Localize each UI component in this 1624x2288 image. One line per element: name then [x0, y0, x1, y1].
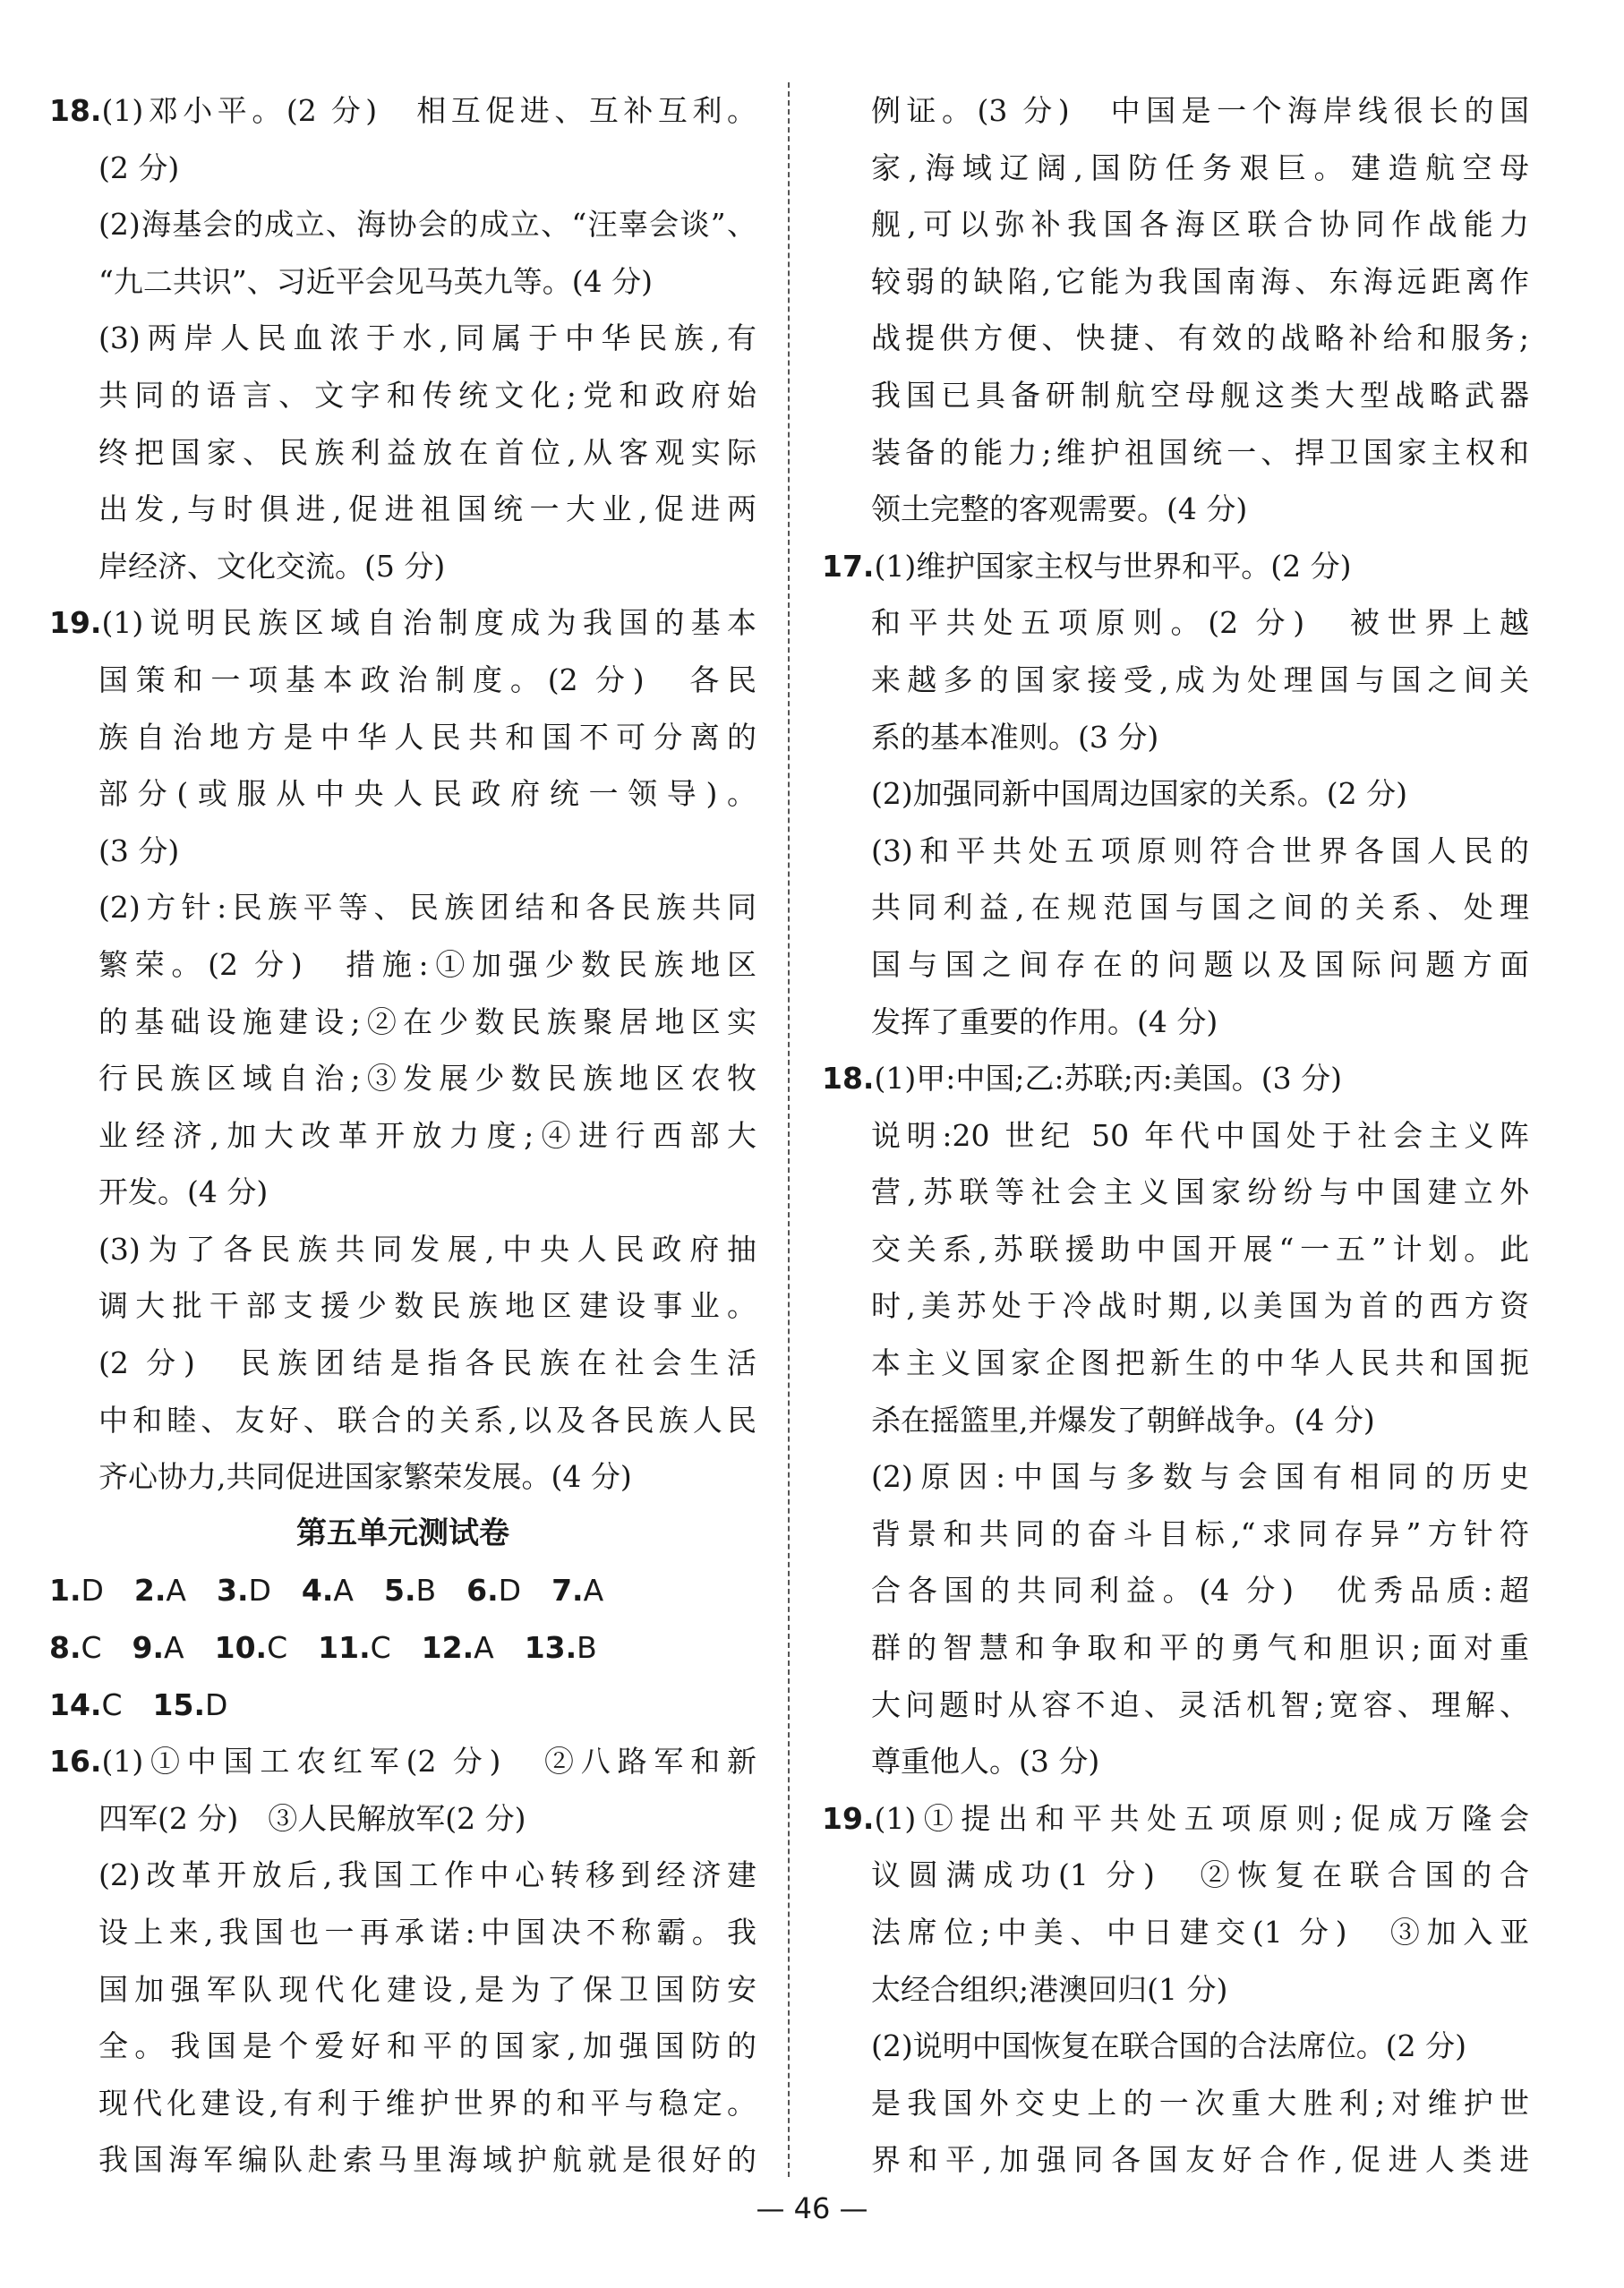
answer-line	[49, 1050, 756, 1107]
line-text: (2)海基会的成立、海协会的成立、“汪辜会谈”、	[98, 207, 756, 243]
answer-line	[822, 936, 1529, 994]
answer-line	[49, 2018, 756, 2075]
line-text: (1)①提出和平共处五项原则;促成万隆会	[874, 1800, 1529, 1836]
answer-key-item	[134, 1562, 186, 1619]
line-text: (1)甲:中国;乙:苏联;丙:美国。(3 分)	[874, 1061, 1343, 1097]
question-number: 17.	[822, 548, 875, 584]
answer-line	[822, 367, 1529, 424]
answer-line	[49, 140, 756, 197]
answer-line	[822, 1904, 1529, 1961]
line-text: 全。我国是个爱好和平的国家,加强国防的	[98, 2028, 756, 2064]
line-text: (2)加强同新中国周边国家的关系。(2 分)	[871, 776, 1407, 812]
line-text: 舰,可以弥补我国各海区联合协同作战能力	[871, 207, 1529, 243]
line-text: 杀在摇篮里,并爆发了朝鲜战争。(4 分)	[871, 1402, 1375, 1438]
line-text: 合各国的共同利益。(4 分) 优秀品质:超	[871, 1573, 1529, 1609]
question-number: 18.	[822, 1061, 875, 1097]
answer-line	[822, 652, 1529, 709]
answer-line	[49, 538, 756, 595]
line-text: (2)说明中国恢复在联合国的合法席位。(2 分)	[871, 2028, 1466, 2064]
answer-line	[49, 424, 756, 482]
answer-line	[822, 1335, 1529, 1392]
line-text: 共同利益,在规范国与国之间的关系、处理	[871, 890, 1529, 926]
question-line	[822, 1790, 1529, 1848]
answer-key-choice: A	[583, 1573, 604, 1609]
question-line	[49, 82, 756, 140]
answer-key-choice: A	[164, 1630, 184, 1666]
answer-line	[49, 2131, 756, 2189]
line-text: (2)方针:民族平等、民族团结和各民族共同	[98, 890, 756, 926]
answer-line	[822, 310, 1529, 367]
question-number: 16.	[49, 1744, 102, 1780]
line-text: 出发,与时俱进,促进祖国统一大业,促进两	[98, 491, 756, 527]
answer-key-item	[551, 1562, 603, 1619]
line-text: (2)改革开放后,我国工作中心转移到经济建	[98, 1857, 756, 1893]
answer-key-choice: B	[577, 1630, 597, 1666]
answer-line	[49, 1961, 756, 2019]
answer-line	[822, 709, 1529, 766]
line-text: (1)邓小平。(2 分) 相互促进、互补互利。	[101, 93, 756, 128]
answer-key-item	[215, 1619, 288, 1677]
answer-line	[822, 1277, 1529, 1335]
answer-line	[822, 140, 1529, 197]
answer-line	[49, 1277, 756, 1335]
answer-line	[822, 1562, 1529, 1619]
line-text: 业经济,加大改革开放力度;④进行西部大	[98, 1117, 756, 1153]
answer-key-choice: B	[415, 1573, 437, 1609]
line-text: 来越多的国家接受,成为处理国与国之间关	[871, 662, 1529, 697]
line-text: 家,海域辽阔,国防任务艰巨。建造航空母	[871, 149, 1529, 185]
left-column	[49, 82, 756, 2189]
answer-line	[49, 196, 756, 253]
line-text: 本主义国家企图把新生的中华人民共和国扼	[871, 1345, 1529, 1381]
answer-key-number: 7.	[551, 1573, 584, 1609]
answer-line	[49, 2075, 756, 2132]
answer-line	[822, 481, 1529, 538]
answer-line	[822, 2075, 1529, 2132]
answer-line	[822, 253, 1529, 311]
answer-key-item	[49, 1619, 102, 1677]
answer-key-choice: D	[498, 1573, 522, 1609]
line-text: 营,苏联等社会主义国家纷纷与中国建立外	[871, 1174, 1529, 1210]
line-text: (3 分)	[98, 832, 180, 868]
answer-key-number: 11.	[318, 1630, 371, 1666]
line-text: 群的智慧和争取和平的勇气和胆识;面对重	[871, 1630, 1529, 1666]
question-number: 18.	[49, 93, 102, 128]
answer-line	[49, 936, 756, 994]
page-number: — 46 —	[756, 2191, 868, 2225]
answer-key-choice: C	[81, 1630, 102, 1666]
line-text: (3)为了各民族共同发展,中央人民政府抽	[98, 1231, 756, 1267]
line-text: 大问题时从容不迫、灵活机智;宽容、理解、	[871, 1686, 1529, 1722]
answer-key-choice: D	[248, 1573, 271, 1609]
column-divider	[788, 82, 790, 2177]
answer-line	[822, 765, 1529, 823]
line-text: 齐心协力,共同促进国家繁荣发展。(4 分)	[98, 1459, 632, 1495]
line-text: 共同的语言、文字和传统文化;党和政府始	[98, 377, 756, 413]
answer-line	[49, 367, 756, 424]
answer-line	[49, 1847, 756, 1904]
answer-key-number: 4.	[301, 1573, 334, 1609]
line-text: 领土完整的客观需要。(4 分)	[871, 491, 1248, 527]
answer-line	[822, 594, 1529, 652]
question-number: 19.	[822, 1800, 875, 1836]
answer-line	[49, 253, 756, 311]
line-text: (1)①中国工农红军(2 分) ②八路军和新	[101, 1744, 756, 1780]
answer-key-item	[49, 1677, 123, 1734]
answer-line	[822, 1164, 1529, 1221]
answer-key-item	[384, 1562, 436, 1619]
line-text: (3)两岸人民血浓于水,同属于中华民族,有	[98, 320, 756, 356]
answer-line	[49, 1221, 756, 1278]
answer-line	[822, 196, 1529, 253]
line-text: 是我国外交史上的一次重大胜利;对维护世	[871, 2085, 1529, 2121]
answer-line	[822, 1677, 1529, 1734]
line-text: 法席位;中美、中日建交(1 分) ③加入亚	[871, 1915, 1529, 1950]
answer-key-row	[49, 1677, 756, 1734]
line-text: 装备的能力;维护祖国统一、捍卫国家主权和	[871, 434, 1529, 470]
line-text: 国策和一项基本政治制度。(2 分) 各民	[98, 662, 756, 697]
answer-line	[49, 1448, 756, 1506]
right-column	[822, 82, 1529, 2189]
line-text: 调大批干部支援少数民族地区建设事业。	[98, 1288, 756, 1324]
answer-line	[822, 1448, 1529, 1506]
question-line	[49, 1733, 756, 1790]
answer-key-number: 5.	[384, 1573, 416, 1609]
line-text: 尊重他人。(3 分)	[871, 1744, 1100, 1780]
answer-line	[822, 82, 1529, 140]
answer-line	[49, 823, 756, 880]
question-number: 19.	[49, 605, 102, 641]
answer-line	[49, 765, 756, 823]
line-text: 岸经济、文化交流。(5 分)	[98, 548, 446, 584]
line-text: (1)说明民族区域自治制度成为我国的基本	[101, 605, 756, 641]
answer-line	[822, 1221, 1529, 1278]
answer-line	[822, 424, 1529, 482]
answer-line	[49, 1335, 756, 1392]
answer-key-choice: D	[204, 1686, 228, 1722]
answer-key-choice: A	[333, 1573, 354, 1609]
answer-key-item	[318, 1619, 391, 1677]
line-text: 议圆满成功(1 分) ②恢复在联合国的合	[871, 1857, 1529, 1893]
answer-line	[49, 1107, 756, 1165]
answer-line	[49, 994, 756, 1051]
answer-line	[49, 879, 756, 936]
line-text: 界和平,加强同各国友好合作,促进人类进	[871, 2142, 1529, 2178]
answer-line	[822, 879, 1529, 936]
line-text: (3)和平共处五项原则符合世界各国人民的	[871, 832, 1529, 868]
answer-key-item	[422, 1619, 494, 1677]
line-text: 和平共处五项原则。(2 分) 被世界上越	[871, 605, 1529, 641]
answer-line	[49, 1164, 756, 1221]
answer-key-choice: A	[474, 1630, 494, 1666]
answer-key-item	[302, 1562, 354, 1619]
line-text: 我国海军编队赴索马里海域护航就是很好的	[98, 2142, 756, 2178]
answer-line	[822, 823, 1529, 880]
line-text: 开发。(4 分)	[98, 1174, 269, 1210]
answer-line	[822, 1619, 1529, 1677]
line-text: 战提供方便、快捷、有效的战略补给和服务;	[871, 320, 1529, 356]
line-text: 系的基本准则。(3 分)	[871, 719, 1159, 755]
answer-line	[822, 1847, 1529, 1904]
answer-key-number: 9.	[132, 1630, 165, 1666]
answer-key-item	[153, 1677, 228, 1734]
answer-key-number: 1.	[49, 1573, 81, 1609]
answer-line	[49, 1392, 756, 1449]
answer-key-choice: C	[267, 1630, 288, 1666]
line-text: 太经合组织;港澳回归(1 分)	[871, 1971, 1228, 2007]
question-line	[822, 1050, 1529, 1107]
question-line	[822, 538, 1529, 595]
answer-line	[822, 1506, 1529, 1563]
line-text: 四军(2 分) ③人民解放军(2 分)	[98, 1800, 526, 1836]
question-line	[49, 594, 756, 652]
line-text: 的基础设施建设;②在少数民族聚居地区实	[98, 1003, 756, 1039]
answer-key-number: 14.	[49, 1686, 102, 1722]
line-text: 我国已具备研制航空母舰这类大型战略武器	[871, 377, 1529, 413]
line-text: 国与国之间存在的问题以及国际问题方面	[871, 946, 1529, 982]
line-text: 较弱的缺陷,它能为我国南海、东海远距离作	[871, 263, 1529, 299]
answer-line	[822, 2131, 1529, 2189]
answer-key-choice: C	[370, 1630, 391, 1666]
line-text: (1)维护国家主权与世界和平。(2 分)	[874, 548, 1352, 584]
line-text: 交关系,苏联援助中国开展“一五”计划。此	[871, 1231, 1529, 1267]
answer-key-number: 6.	[466, 1573, 499, 1609]
line-text: (2 分) 民族团结是指各民族在社会生活	[98, 1345, 756, 1381]
answer-line	[822, 994, 1529, 1051]
answer-key-choice: D	[81, 1573, 104, 1609]
answer-line	[822, 2018, 1529, 2075]
line-text: 繁荣。(2 分) 措施:①加强少数民族地区	[98, 946, 756, 982]
line-text: 族自治地方是中华人民共和国不可分离的	[98, 719, 756, 755]
answer-line	[49, 1904, 756, 1961]
answer-key-number: 15.	[152, 1686, 205, 1722]
answer-line	[49, 709, 756, 766]
line-text: 时,美苏处于冷战时期,以美国为首的西方资	[871, 1288, 1529, 1324]
answer-line	[822, 1392, 1529, 1449]
answer-key-number: 13.	[524, 1630, 577, 1666]
answer-key-number: 2.	[133, 1573, 167, 1609]
answer-key-number: 10.	[214, 1630, 268, 1666]
answer-key-item	[132, 1619, 184, 1677]
answer-key-choice: C	[101, 1686, 123, 1722]
answer-line	[822, 1733, 1529, 1790]
answer-line	[49, 652, 756, 709]
line-text: 例证。(3 分) 中国是一个海岸线很长的国	[871, 93, 1529, 128]
answer-key-number: 8.	[49, 1630, 81, 1666]
answer-line	[822, 1961, 1529, 2019]
line-text: 背景和共同的奋斗目标,“求同存异”方针符	[871, 1515, 1529, 1551]
line-text: 现代化建设,有利于维护世界的和平与稳定。	[98, 2085, 756, 2121]
answer-line	[49, 310, 756, 367]
answer-key-item	[466, 1562, 521, 1619]
answer-key-item	[525, 1619, 597, 1677]
line-text: (2)原因:中国与多数与会国有相同的历史	[871, 1459, 1529, 1495]
answer-line	[49, 481, 756, 538]
answer-key-row	[49, 1619, 756, 1677]
line-text: 设上来,我国也一再承诺:中国决不称霸。我	[98, 1915, 756, 1950]
line-text: “九二共识”、习近平会见马英九等。(4 分)	[98, 263, 653, 299]
line-text: 说明:20 世纪 50 年代中国处于社会主义阵	[871, 1117, 1529, 1153]
answer-key-row	[49, 1562, 756, 1619]
line-text: 部分(或服从中央人民政府统一领导)。	[98, 776, 756, 812]
answer-key-item	[49, 1562, 104, 1619]
answer-line	[49, 1790, 756, 1848]
line-text: 发挥了重要的作用。(4 分)	[871, 1003, 1218, 1039]
section-title: 第五单元测试卷	[296, 1515, 509, 1551]
answer-key-number: 3.	[217, 1573, 249, 1609]
answer-key-item	[217, 1562, 271, 1619]
answer-key-number: 12.	[421, 1630, 474, 1666]
answer-key-choice: A	[166, 1573, 186, 1609]
line-text: 行民族区域自治;③发展少数民族地区农牧	[98, 1061, 756, 1097]
line-text: 中和睦、友好、联合的关系,以及各民族人民	[98, 1402, 756, 1438]
line-text: 终把国家、民族利益放在首位,从客观实际	[98, 434, 756, 470]
line-text: 国加强军队现代化建设,是为了保卫国防安	[98, 1971, 756, 2007]
line-text: (2 分)	[98, 149, 180, 185]
answer-line	[822, 1107, 1529, 1165]
